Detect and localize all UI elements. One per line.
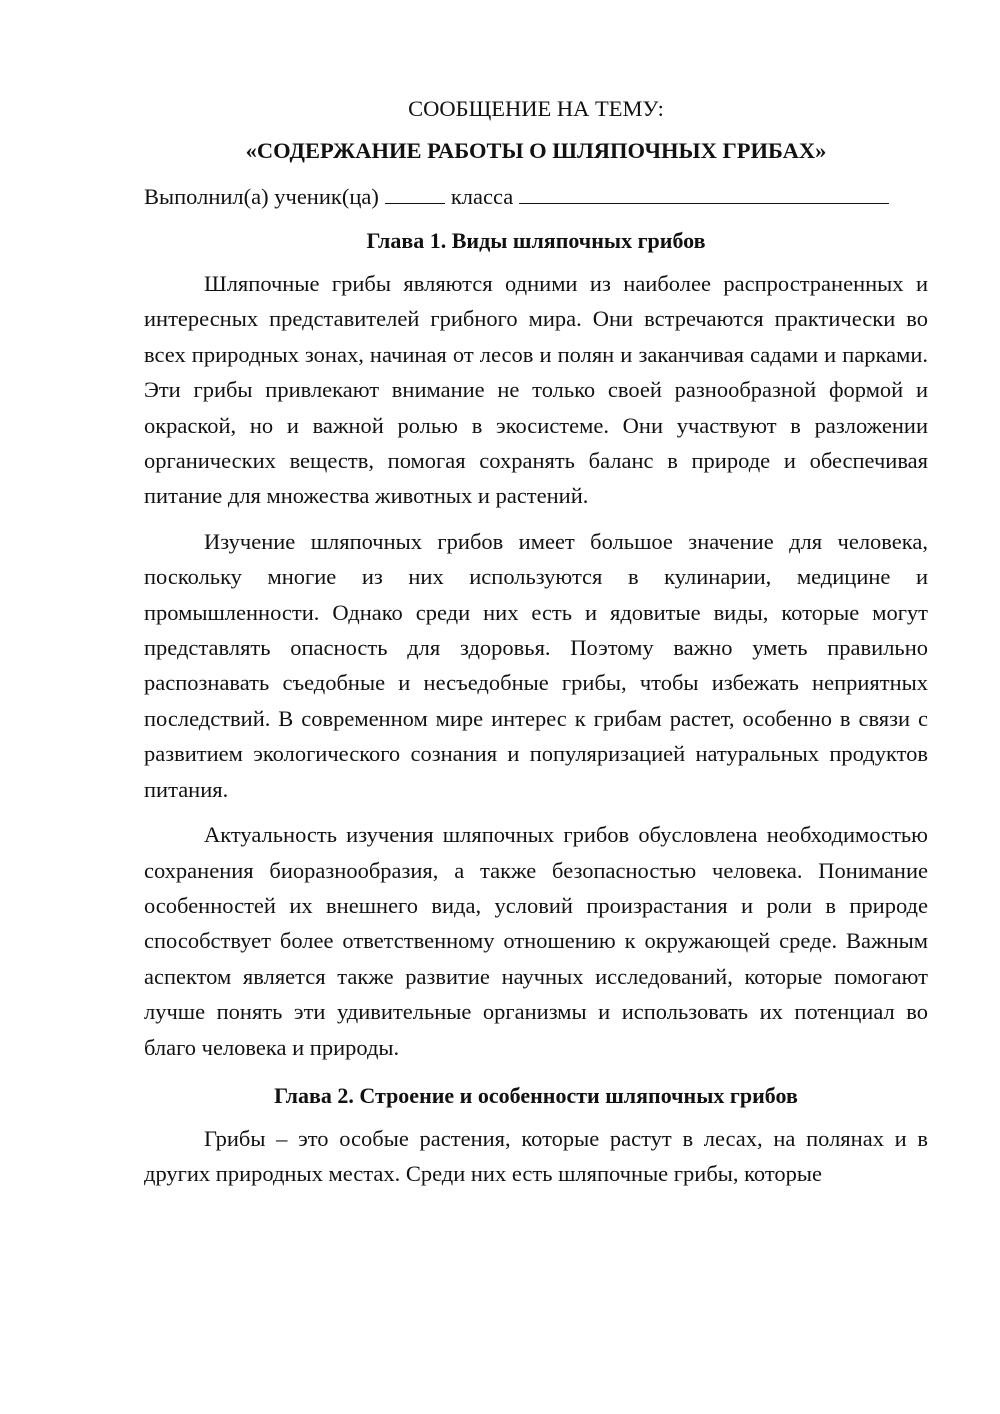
document-title-line1: СООБЩЕНИЕ НА ТЕМУ: (408, 96, 664, 121)
chapter1-paragraph-2: Изучение шляпочных грибов имеет большое значение для человека, поскольку многие из них используются в кулинарии, медицине и промышленности. Однако среди них есть и ядовитые виды, которые могут представлять опасность для здоровья. Поэтому важно уметь правильно распознавать съедобные и несъедобные грибы, чтобы избежать неприятных последствий. В современном мире интерес к грибам растет, особенно в связи с развитием экологического сознания и популяризацией натуральных продуктов питания. (144, 528, 928, 802)
chapter1-heading: Глава 1. Виды шляпочных грибов (366, 228, 706, 253)
author-label: Выполнил(а) ученик(ца) (144, 184, 379, 209)
author-line (144, 180, 928, 214)
class-label: класса (450, 184, 514, 209)
class-number-blank (385, 183, 445, 204)
chapter1-paragraph-3: Актуальность изучения шляпочных грибов обусловлена необходимостью сохранения биоразнообразия, а также безопасностью человека. Понимание особенностей их внешнего вида, условий произрастания и роли в природе способствует более ответственному отношению к окружающей среде. Важным аспектом является также развитие научных исследований, которые помогают лучше понять эти удивительные организмы и использовать их потенциал во благо человека и природы. (144, 822, 928, 1060)
chapter2-heading: Глава 2. Строение и особенности шляпочных грибов (274, 1082, 798, 1108)
document-page (144, 92, 928, 1202)
student-name-blank (519, 183, 889, 204)
document-title-line2: «СОДЕРЖАНИЕ РАБОТЫ О ШЛЯПОЧНЫХ ГРИБАХ» (245, 138, 827, 163)
chapter2-paragraph-1: Грибы – это особые растения, которые растут в лесах, на полянах и в других природных местах. Среди них есть шляпочные грибы, которые (144, 1125, 928, 1187)
chapter1-paragraph-1: Шляпочные грибы являются одними из наиболее распространенных и интересных представителей грибного мира. Они встречаются практически во всех природных зонах, начиная от лесов и полян и заканчивая садами и парками. Эти грибы привлекают внимание не только своей разнообразной формой и окраской, но и важной ролью в экосистеме. Они участвуют в разложении органических веществ, помогая сохранять баланс в природе и обеспечивая питание для множества животных и растений. (144, 271, 928, 509)
